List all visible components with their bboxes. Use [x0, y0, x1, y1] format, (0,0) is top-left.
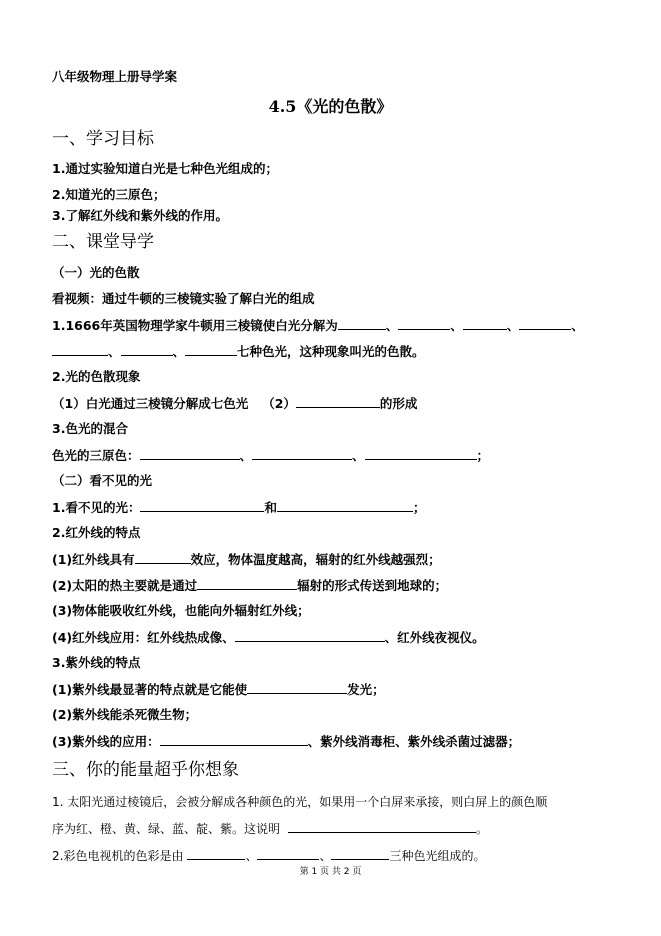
- ir-point-3: (3)物体能吸收红外线，也能向外辐射红外线；: [52, 603, 310, 618]
- uv-point-2: (2)紫外线能杀死微生物；: [52, 707, 198, 722]
- phenomenon-2-tail: 的形成: [379, 396, 418, 411]
- text: (1)红外线具有: [52, 552, 135, 567]
- answer-blank[interactable]: [296, 394, 380, 408]
- goal-2: 2.知道光的三原色；: [52, 187, 166, 202]
- goal-3: 3.了解红外线和紫外线的作用。: [52, 208, 228, 223]
- text: (2)太阳的热主要就是通过: [52, 578, 198, 593]
- answer-blank[interactable]: [252, 446, 352, 460]
- end-punct: ；: [412, 500, 426, 515]
- text: (4)红外线应用：红外线热成像、: [52, 630, 235, 645]
- course-header: 八年级物理上册导学案: [52, 69, 178, 84]
- answer-blank[interactable]: [365, 446, 477, 460]
- page-footer: 第 1 页 共 2 页: [299, 867, 362, 877]
- ir-point-1: [52, 550, 441, 569]
- answer-blank[interactable]: [463, 316, 507, 330]
- separator: 、: [319, 849, 332, 863]
- ir-point-4: [52, 628, 485, 647]
- separator: 、: [506, 318, 520, 333]
- s3-question-1-line-1: 1. 太阳光通过棱镜后，会被分解成各种颜色的光，如果用一个白屏来承接，则白屏上的颜色顺: [52, 795, 548, 809]
- text: (1)紫外线最显著的特点就是它能使: [52, 682, 248, 697]
- section-3-heading: 三、你的能量超乎你想象: [52, 760, 239, 780]
- dispersion-phenomena: [52, 394, 417, 413]
- question-1-line-1: [52, 316, 584, 335]
- separator: 、: [239, 448, 253, 463]
- separator: 、: [245, 849, 258, 863]
- ir-point-2: [52, 576, 447, 595]
- question-1-line-2: [52, 342, 425, 361]
- section-1-heading: 一、学习目标: [52, 129, 154, 149]
- answer-blank[interactable]: [140, 446, 240, 460]
- text: 序为红、橙、黄、绿、蓝、靛、紫。这说明: [52, 822, 281, 836]
- watch-video-text: 看视频：通过牛顿的三棱镜实验了解白光的组成: [52, 291, 315, 306]
- answer-blank[interactable]: [257, 846, 319, 860]
- answer-blank[interactable]: [52, 342, 108, 356]
- uv-point-1: [52, 680, 385, 699]
- answer-blank[interactable]: [398, 316, 450, 330]
- phenomenon-1: （1）白光通过三棱镜分解成七色光: [52, 396, 249, 411]
- answer-blank[interactable]: [338, 316, 386, 330]
- goal-1: 1.通过实验知道白光是七种色光组成的；: [52, 161, 278, 176]
- answer-blank[interactable]: [519, 316, 571, 330]
- text: 发光；: [347, 682, 385, 697]
- answer-blank[interactable]: [121, 342, 173, 356]
- separator: 、: [108, 344, 121, 359]
- s3-question-1-line-2: [52, 819, 488, 838]
- end-punct: ；: [476, 448, 490, 463]
- phenomenon-2-label: （2）: [262, 396, 296, 411]
- primary-colors: [52, 446, 489, 465]
- text: 效应，物体温度越高，辐射的红外线越强烈；: [190, 552, 441, 567]
- answer-blank[interactable]: [185, 342, 237, 356]
- primary-colors-label: 色光的三原色：: [52, 448, 140, 463]
- page-title: 4.5《光的色散》: [268, 97, 393, 116]
- question-3: 3.色光的混合: [52, 421, 128, 436]
- answer-blank[interactable]: [331, 846, 389, 860]
- separator: 、: [450, 318, 463, 333]
- text: 、紫外线消毒柜、紫外线杀菌过滤器；: [307, 734, 521, 749]
- text: 、红外线夜视仪。: [384, 630, 485, 645]
- text: 2.彩色电视机的色彩是由: [52, 849, 184, 863]
- ir-heading: 2.红外线的特点: [52, 525, 141, 540]
- and-word: 和: [264, 500, 277, 515]
- text: 辐射的形式传送到地球的；: [297, 578, 448, 593]
- answer-blank[interactable]: [197, 576, 297, 590]
- answer-blank[interactable]: [187, 846, 245, 860]
- separator: 、: [172, 344, 186, 359]
- invisible-light-label: 1.看不见的光：: [52, 500, 141, 515]
- separator: 、: [571, 318, 584, 333]
- answer-blank[interactable]: [135, 550, 191, 564]
- answer-blank[interactable]: [288, 819, 476, 833]
- s3-question-2: [52, 846, 486, 865]
- answer-blank[interactable]: [277, 498, 413, 512]
- answer-blank[interactable]: [140, 498, 264, 512]
- part-2-heading: （二）看不见的光: [52, 473, 153, 488]
- part-1-heading: （一）光的色散: [52, 265, 140, 280]
- text: 三种色光组成的。: [389, 849, 486, 863]
- answer-blank[interactable]: [160, 732, 308, 746]
- question-tail: 七种色光，这种现象叫光的色散。: [237, 344, 425, 359]
- uv-heading: 3.紫外线的特点: [52, 655, 141, 670]
- uv-point-3: [52, 732, 520, 751]
- separator: 、: [352, 448, 365, 463]
- text: (3)紫外线的应用：: [52, 734, 160, 749]
- separator: 、: [385, 318, 399, 333]
- question-2: 2.光的色散现象: [52, 369, 141, 384]
- answer-blank[interactable]: [235, 628, 385, 642]
- end-punct: 。: [476, 822, 489, 836]
- invisible-light: [52, 498, 425, 517]
- answer-blank[interactable]: [247, 680, 347, 694]
- section-2-heading: 二、课堂导学: [52, 232, 154, 252]
- question-text: 1.1666年英国物理学家牛顿用三棱镜使白光分解为: [52, 318, 338, 333]
